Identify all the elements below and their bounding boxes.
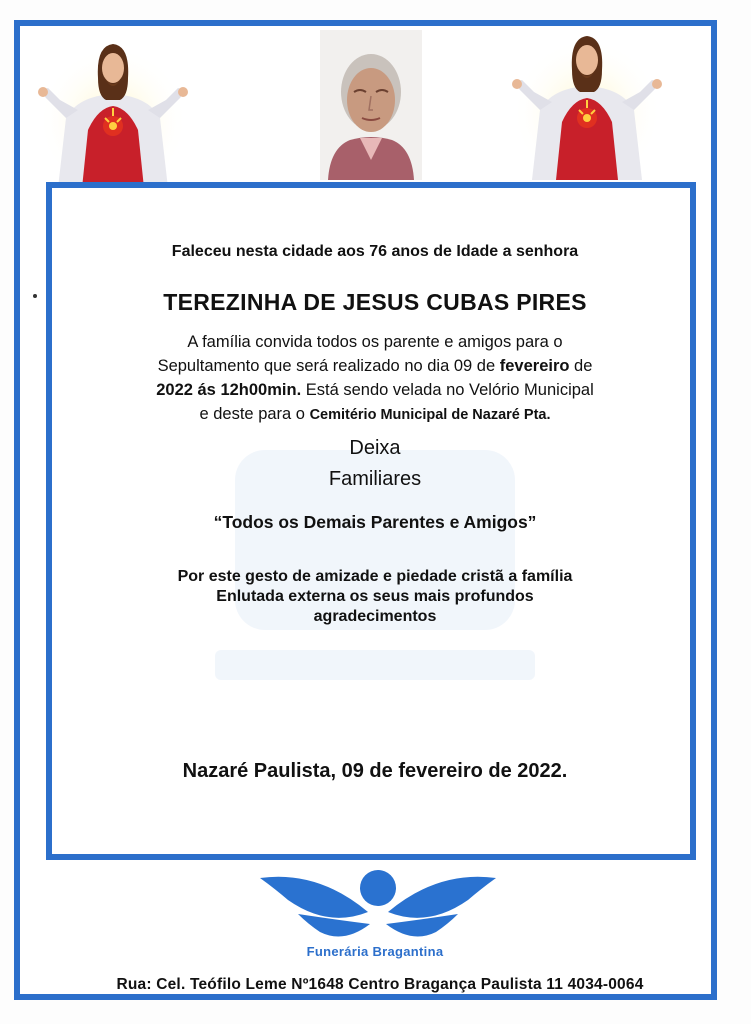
details-line-1: A família convida todos os parente e amigos para o [187, 333, 563, 351]
deceased-portrait-photo [320, 30, 422, 180]
funeral-home-logo-icon [258, 866, 498, 946]
leaves-label: Deixa [349, 437, 401, 459]
deceased-name: TEREZINHA DE JESUS CUBAS PIRES [163, 289, 587, 315]
leaves-value: Familiares [328, 468, 422, 490]
details-line-3: 2022 ás 12h00min. Está sendo velada no Velório Municipal [156, 381, 594, 399]
sacred-heart-jesus-left-image [38, 38, 188, 188]
funeral-details [60, 330, 690, 427]
leaves-section [60, 433, 690, 495]
thanks-line-1: Por este gesto de amizade e piedade cristã a família [177, 568, 573, 585]
intro-text: Faleceu nesta cidade aos 76 anos de Idade a senhora [171, 243, 579, 260]
funeral-home-name: Funerária Bragantina [306, 944, 444, 959]
sacred-heart-jesus-right-image [512, 30, 662, 180]
quote-text: “Todos os Demais Parentes e Amigos” [213, 512, 537, 532]
thanks-line-3: agradecimentos [313, 608, 437, 625]
thanks-line-2: Enlutada externa os seus mais profundos [216, 588, 534, 605]
speck [33, 294, 37, 298]
funeral-home-address: Rua: Cel. Teófilo Leme Nº1648 Centro Bragança Paulista 11 4034-0064 [116, 976, 644, 993]
details-line-2: Sepultamento que será realizado no dia 09 de fevereiro de [157, 357, 593, 375]
thanks-text [60, 567, 690, 627]
place-and-date: Nazaré Paulista, 09 de fevereiro de 2022. [182, 760, 568, 782]
details-line-4: e deste para o Cemitério Municipal de Nazaré Pta. [199, 405, 551, 423]
